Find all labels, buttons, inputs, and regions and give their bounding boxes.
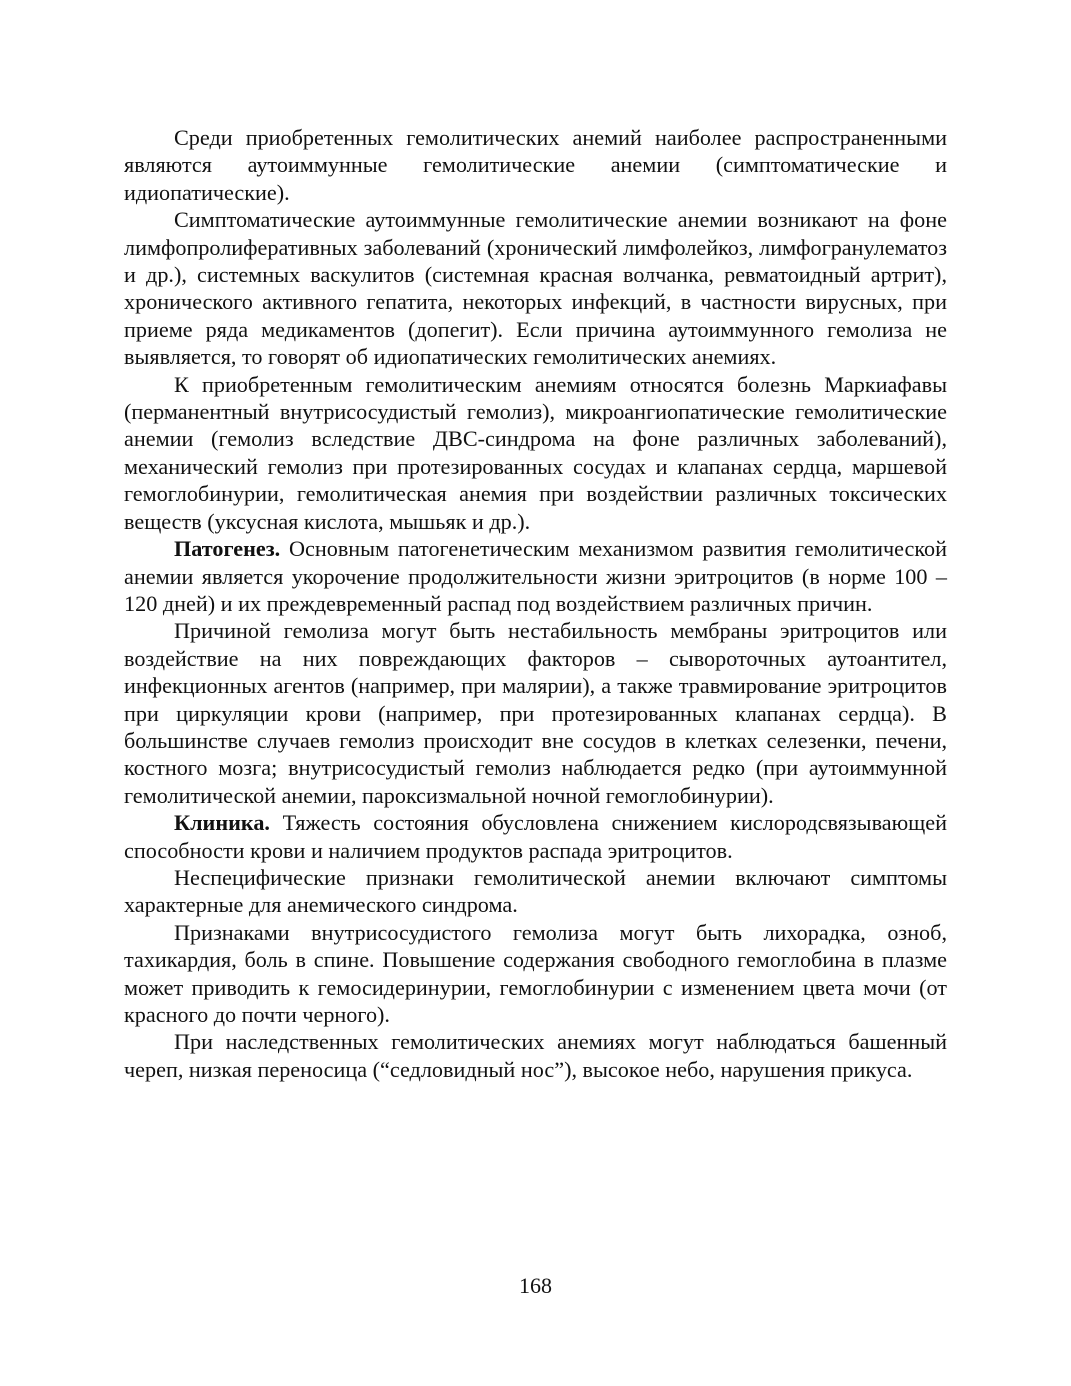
paragraph-intravascular-signs <box>124 919 947 1029</box>
paragraph-text: Среди приобретенных гемолитических анемий наиболее распространенными являются аутоиммунные гемолитические анемии (симптоматические и идиопатические). <box>124 125 947 205</box>
page-number: 168 <box>519 1273 552 1298</box>
paragraph-lead-clinic: Клиника. <box>174 810 270 836</box>
paragraph-text: Признаками внутрисосудистого гемолиза могут быть лихорадка, озноб, тахикардия, боль в спине. Повышение содержания свободного гемоглобина в плазме может приводить к гемосидеринурии, гемоглобинурии с изменением цвета мочи (от красного до почти черного). <box>124 919 947 1027</box>
paragraph-text: Причиной гемолиза могут быть нестабильность мембраны эритроцитов или воздействие на них повреждающих факторов – сывороточных аутоантител, инфекционных агентов (например, при малярии), а также травмирование эритроцитов при циркуляции крови (например, при протезированных клапанах сердца). В большинстве случаев гемолиз происходит вне сосудов в клетках селезенки, печени, костного мозга; внутрисосудистый гемолиз наблюдается редко (при аутоиммунной гемолитической анемии, пароксизмальной ночной гемоглобинурии). <box>124 618 947 808</box>
paragraph-text: Симптоматические аутоиммунные гемолитические анемии возникают на фоне лимфопролиферативных заболеваний (хронический лимфолейкоз, лимфогранулематоз и др.), системных васкулитов (системная красная волчанка, ревматоидный артрит), хронического активного гепатита, некоторых инфекций, в частности вирусных, при приеме ряда медикаментов (допегит). Если причина аутоиммунного гемолиза не выявляется, то говорят об идиопатических гемолитических анемиях. <box>124 207 947 370</box>
paragraph-hemolysis-causes <box>124 617 947 809</box>
paragraph-text: Тяжесть состояния обусловлена снижением кислородсвязывающей способности крови и наличием продуктов распада эритроцитов. <box>124 810 947 863</box>
paragraph-text: К приобретенным гемолитическим анемиям относятся болезнь Маркиафавы (перманентный внутрисосудистый гемолиз), микроангиопатические гемолитические анемии (гемолиз вследствие ДВС-синдрома на фоне различных заболеваний), механический гемолиз при протезированных сосудах и клапанах сердца, маршевой гемоглобинурии, гемолитическая анемия при воздействии различных токсических веществ (уксусная кислота, мышьяк и др.). <box>124 371 947 534</box>
paragraph-pathogenesis <box>124 535 947 617</box>
paragraph-clinic <box>124 809 947 864</box>
paragraph-hereditary-signs <box>124 1028 947 1083</box>
page-body <box>124 124 947 1083</box>
paragraph-symptomatic-autoimmune <box>124 206 947 370</box>
paragraph-acquired-types <box>124 371 947 535</box>
paragraph-text: Неспецифические признаки гемолитической анемии включают симптомы характерные для анемического синдрома. <box>124 864 947 918</box>
paragraph-acquired-hemolytic-anemias <box>124 124 947 206</box>
paragraph-text: При наследственных гемолитических анемиях могут наблюдаться башенный череп, низкая переносица (“седловидный нос”), высокое небо, нарушения прикуса. <box>124 1029 947 1082</box>
paragraph-text: Основным патогенетическим механизмом развития гемолитической анемии является укорочение продолжительности жизни эритроцитов (в норме 100 – 120 дней) и их преждевременный распад под воздействием различных причин. <box>124 536 947 616</box>
paragraph-nonspecific-signs <box>124 864 947 919</box>
paragraph-lead-pathogenesis: Патогенез. <box>174 536 281 562</box>
